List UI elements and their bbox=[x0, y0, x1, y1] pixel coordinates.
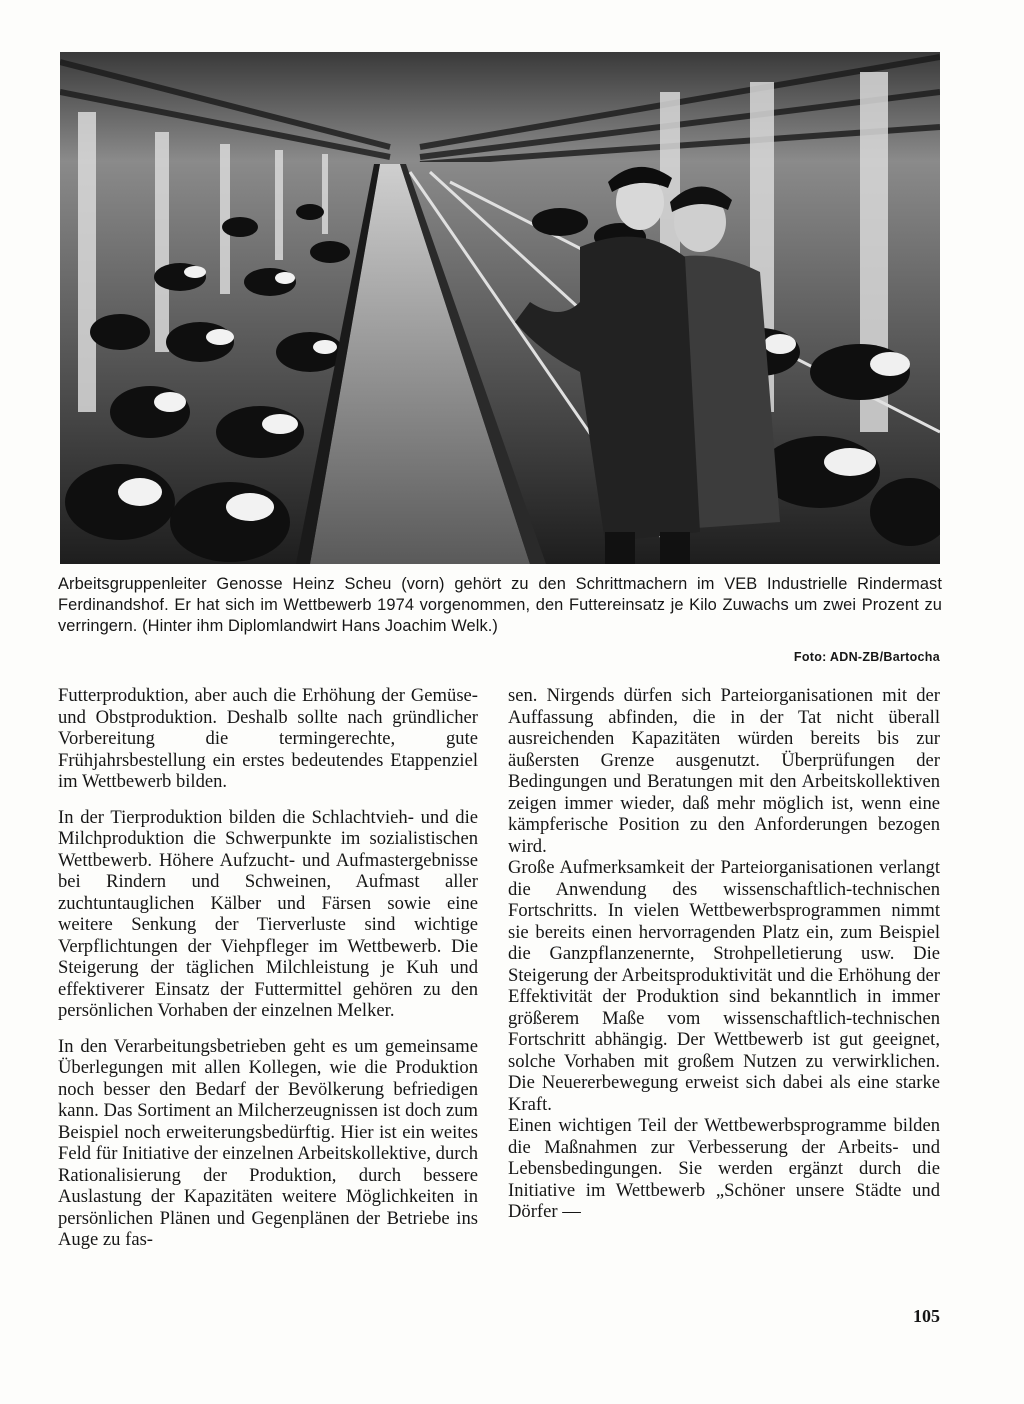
photo-credit: Foto: ADN-ZB/Bartocha bbox=[793, 650, 940, 664]
paragraph: sen. Nirgends dürfen sich Parteiorganisationen mit der Auffassung abfinden, die in der Tat nicht überall ausreichenden Kapazitäten würden bereits bis zur äußersten Grenze ausgenutzt. Überprüfungen der Bedingungen und Beratungen mit den Arbeitskollektiven zeigen immer wieder, daß mehr möglich ist, wenn eine kämpferische Position zu den Anforderungen bezogen wird. bbox=[508, 685, 940, 857]
paragraph: Einen wichtigen Teil der Wettbewerbsprogramme bilden die Maßnahmen zur Verbesserung der Arbeits- und Lebensbedingungen. Sie werden ergänzt durch die Initiative im Wettbewerb „Schöner unsere Städte und Dörfer — bbox=[508, 1115, 940, 1222]
right-column bbox=[508, 685, 940, 1223]
photo-cattle-barn bbox=[60, 52, 940, 564]
photo-caption: Arbeitsgruppenleiter Genosse Heinz Scheu (vorn) gehört zu den Schrittmachern im VEB Industrielle Rindermast Ferdinandshof. Er hat sich im Wettbewerb 1974 vorgenommen, den Futtereinsatz je Kilo Zuwachs um zwei Prozent zu verringern. (Hinter ihm Diplomlandwirt Hans Joachim Welk.) bbox=[58, 575, 942, 635]
paragraph: In der Tierproduktion bilden die Schlachtvieh- und die Milchproduktion die Schwerpunkte im sozialistischen Wettbewerb. Höhere Aufzucht- und Aufmastergebnisse bei Rindern und Schweinen, Aufmast aller zuchtuntauglichen Kälber und Färsen sowie eine weitere Senkung der Tierverluste sind wichtige Verpflichtungen der Viehpfleger im Wettbewerb. Die Steigerung der täglichen Milchleistung je Kuh und effektiverer Einsatz der Futtermittel gehören zu den persönlichen Vorhaben der einzelnen Melker. bbox=[58, 806, 478, 1021]
page-number: 105 bbox=[913, 1306, 940, 1326]
paragraph: In den Verarbeitungsbetrieben geht es um gemeinsame Überlegungen mit allen Kollegen, wie die Produktion noch besser den Bedarf der Bevölkerung befriedigen kann. Das Sortiment an Milcherzeugnissen ist doch zum Beispiel noch erweiterungsbedürftig. Hier ist ein weites Feld für Initiative der einzelnen Arbeitskollektive, durch Rationalisierung der Produktion, durch bessere Auslastung der Kapazitäten weitere Möglichkeiten in persönlichen Plänen und Gegenplänen der Betriebe ins Auge zu fas- bbox=[58, 1035, 478, 1250]
photo-cattle-barn-icon bbox=[60, 52, 940, 564]
paragraph: Futterproduktion, aber auch die Erhöhung der Gemüse- und Obstproduktion. Deshalb sollte nach gründlicher Vorbereitung die termingerechte, gute Frühjahrsbestellung ein erstes bedeutendes Etappenziel im Wettbewerb bilden. bbox=[58, 685, 478, 792]
left-column bbox=[58, 685, 478, 1251]
paragraph: Große Aufmerksamkeit der Parteiorganisationen verlangt die Anwendung des wissenschaftlich-technischen Fortschritts. In vielen Wettbewerbsprogrammen nimmt sie bereits einen hervorragenden Platz ein, zum Beispiel die Ganzpflanzenernte, Strohpelletierung usw. Die Steigerung der Arbeitsproduktivität und die Erhöhung der Effektivität der Produktion sind bekanntlich in immer größerem Maße vom wissenschaftlich-technischen Fortschritt abhängig. Der Wettbewerb ist gut geeignet, solche Vorhaben mit großem Nutzen zu verwirklichen. Die Neuererbewegung erweist sich dabei als eine starke Kraft. bbox=[508, 857, 940, 1115]
